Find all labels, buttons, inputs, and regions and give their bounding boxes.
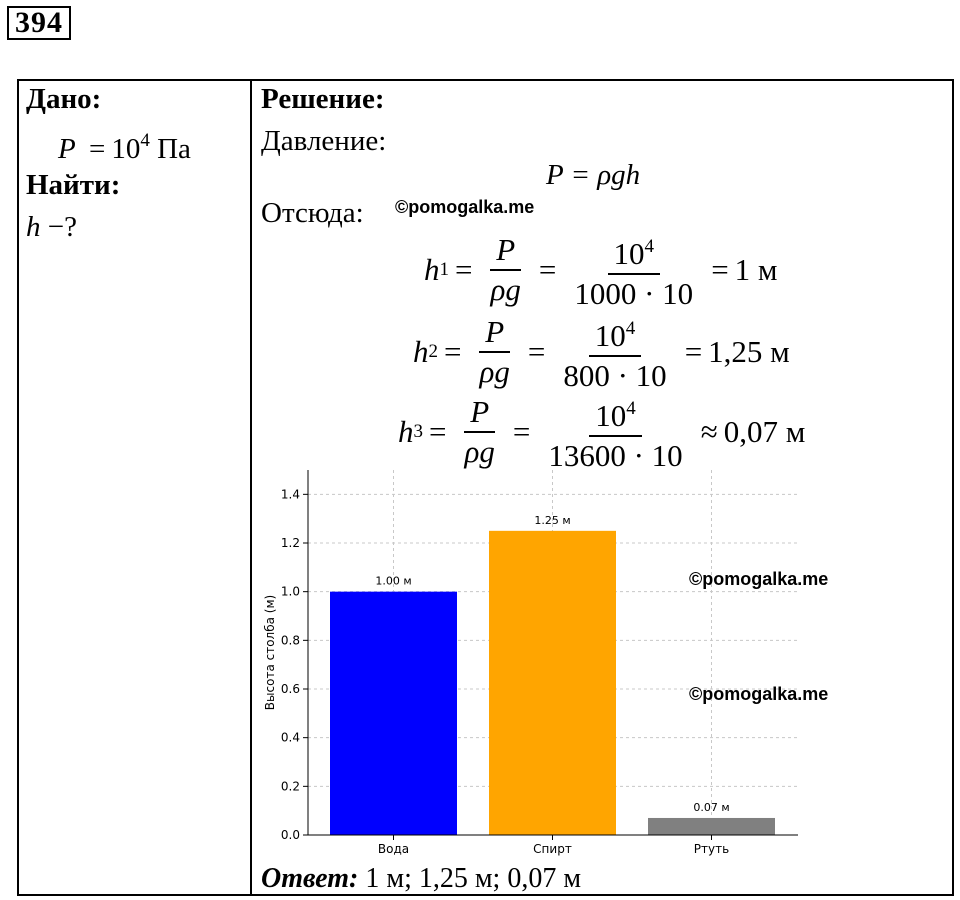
find-expression: [26, 210, 77, 244]
x-tick-label: Ртуть: [693, 842, 730, 856]
find-question: −?: [47, 211, 77, 243]
x-tick-label: Спирт: [533, 842, 572, 856]
find-var: h: [26, 211, 41, 243]
answer-text: 1 м; 1,25 м; 0,07 м: [365, 863, 582, 894]
y-tick-label: 1.2: [280, 536, 300, 550]
pressure-unit: Па: [157, 133, 191, 165]
y-tick-label: 0.0: [280, 828, 300, 842]
formula-sub: 3: [413, 421, 423, 442]
given-heading: Дано:: [26, 83, 102, 115]
data-label: 1.25 м: [534, 513, 571, 527]
fraction-p-over-rho-g: $\frac{P}{\rho g}$: [464, 394, 495, 469]
bar-1: [330, 592, 457, 835]
y-tick-label: 0.6: [280, 682, 300, 696]
data-label: 0.07 м: [693, 800, 730, 814]
chart-watermark-2: ©pomogalka.me: [689, 684, 829, 704]
main-formula: P = ρgh: [546, 159, 641, 191]
chart-watermark-1: ©pomogalka.me: [689, 569, 829, 589]
y-axis-label: Высота столба (м): [263, 594, 277, 711]
fraction-numeric: $\frac{10^4}{13600 \cdot 10}$: [542, 391, 688, 474]
y-tick-label: 1.0: [280, 584, 300, 599]
formula-sub: 1: [439, 259, 449, 280]
pressure-label: Давление:: [261, 125, 387, 157]
given-pressure: [58, 124, 191, 166]
formula-h1: h 1 = $\frac{P}{\rho g}$ = $\frac{10^4}{1000 \cdot 10}$ = 1 м: [424, 230, 778, 310]
bar-3: [648, 818, 775, 835]
bar-2: [489, 531, 616, 835]
hence-label: Отсюда:: [261, 197, 364, 229]
y-tick-label: 0.2: [280, 779, 300, 794]
pressure-var: P: [58, 133, 76, 165]
data-label: 1.00 м: [375, 574, 412, 588]
problem-number: 394: [7, 6, 71, 40]
solution-heading: Решение:: [261, 83, 385, 115]
formula-h3: h 3 = $\frac{P}{\rho g}$ = $\frac{10^4}{13600 \cdot 10}$ ≈ 0,07 м: [398, 392, 805, 472]
formula-sub: 2: [428, 341, 438, 362]
x-tick-label: Вода: [377, 842, 410, 856]
formula-var: h: [424, 252, 440, 287]
fraction-p-over-rho-g: $\frac{P}{\rho g}$: [490, 232, 521, 307]
fraction-numeric: $\frac{10^4}{800 \cdot 10}$: [557, 311, 672, 394]
answer-line: [261, 862, 581, 896]
formula-result: 0,07 м: [723, 414, 806, 449]
formula-var: h: [413, 334, 429, 369]
answer-label: Ответ:: [261, 863, 359, 894]
formula-var: h: [398, 414, 414, 449]
bar-chart: [255, 462, 855, 862]
pressure-base: 10: [111, 133, 141, 165]
equals-sign: =: [88, 133, 106, 165]
y-tick-label: 1.4: [280, 487, 300, 502]
fraction-p-over-rho-g: $\frac{P}{\rho g}$: [479, 314, 510, 389]
column-divider: [250, 79, 252, 896]
watermark-text: ©pomogalka.me: [395, 197, 535, 217]
formula-result: 1,25 м: [708, 334, 790, 369]
pressure-exponent: 4: [140, 130, 150, 151]
y-tick-label: 0.4: [280, 730, 300, 745]
formula-result: 1 м: [734, 252, 778, 287]
fraction-numeric: $\frac{10^4}{1000 \cdot 10}$: [568, 229, 699, 312]
formula-h2: h 2 = $\frac{P}{\rho g}$ = $\frac{10^4}{800 \cdot 10}$ = 1,25 м: [413, 312, 790, 392]
find-heading: Найти:: [26, 169, 121, 201]
y-tick-label: 0.8: [280, 633, 300, 648]
